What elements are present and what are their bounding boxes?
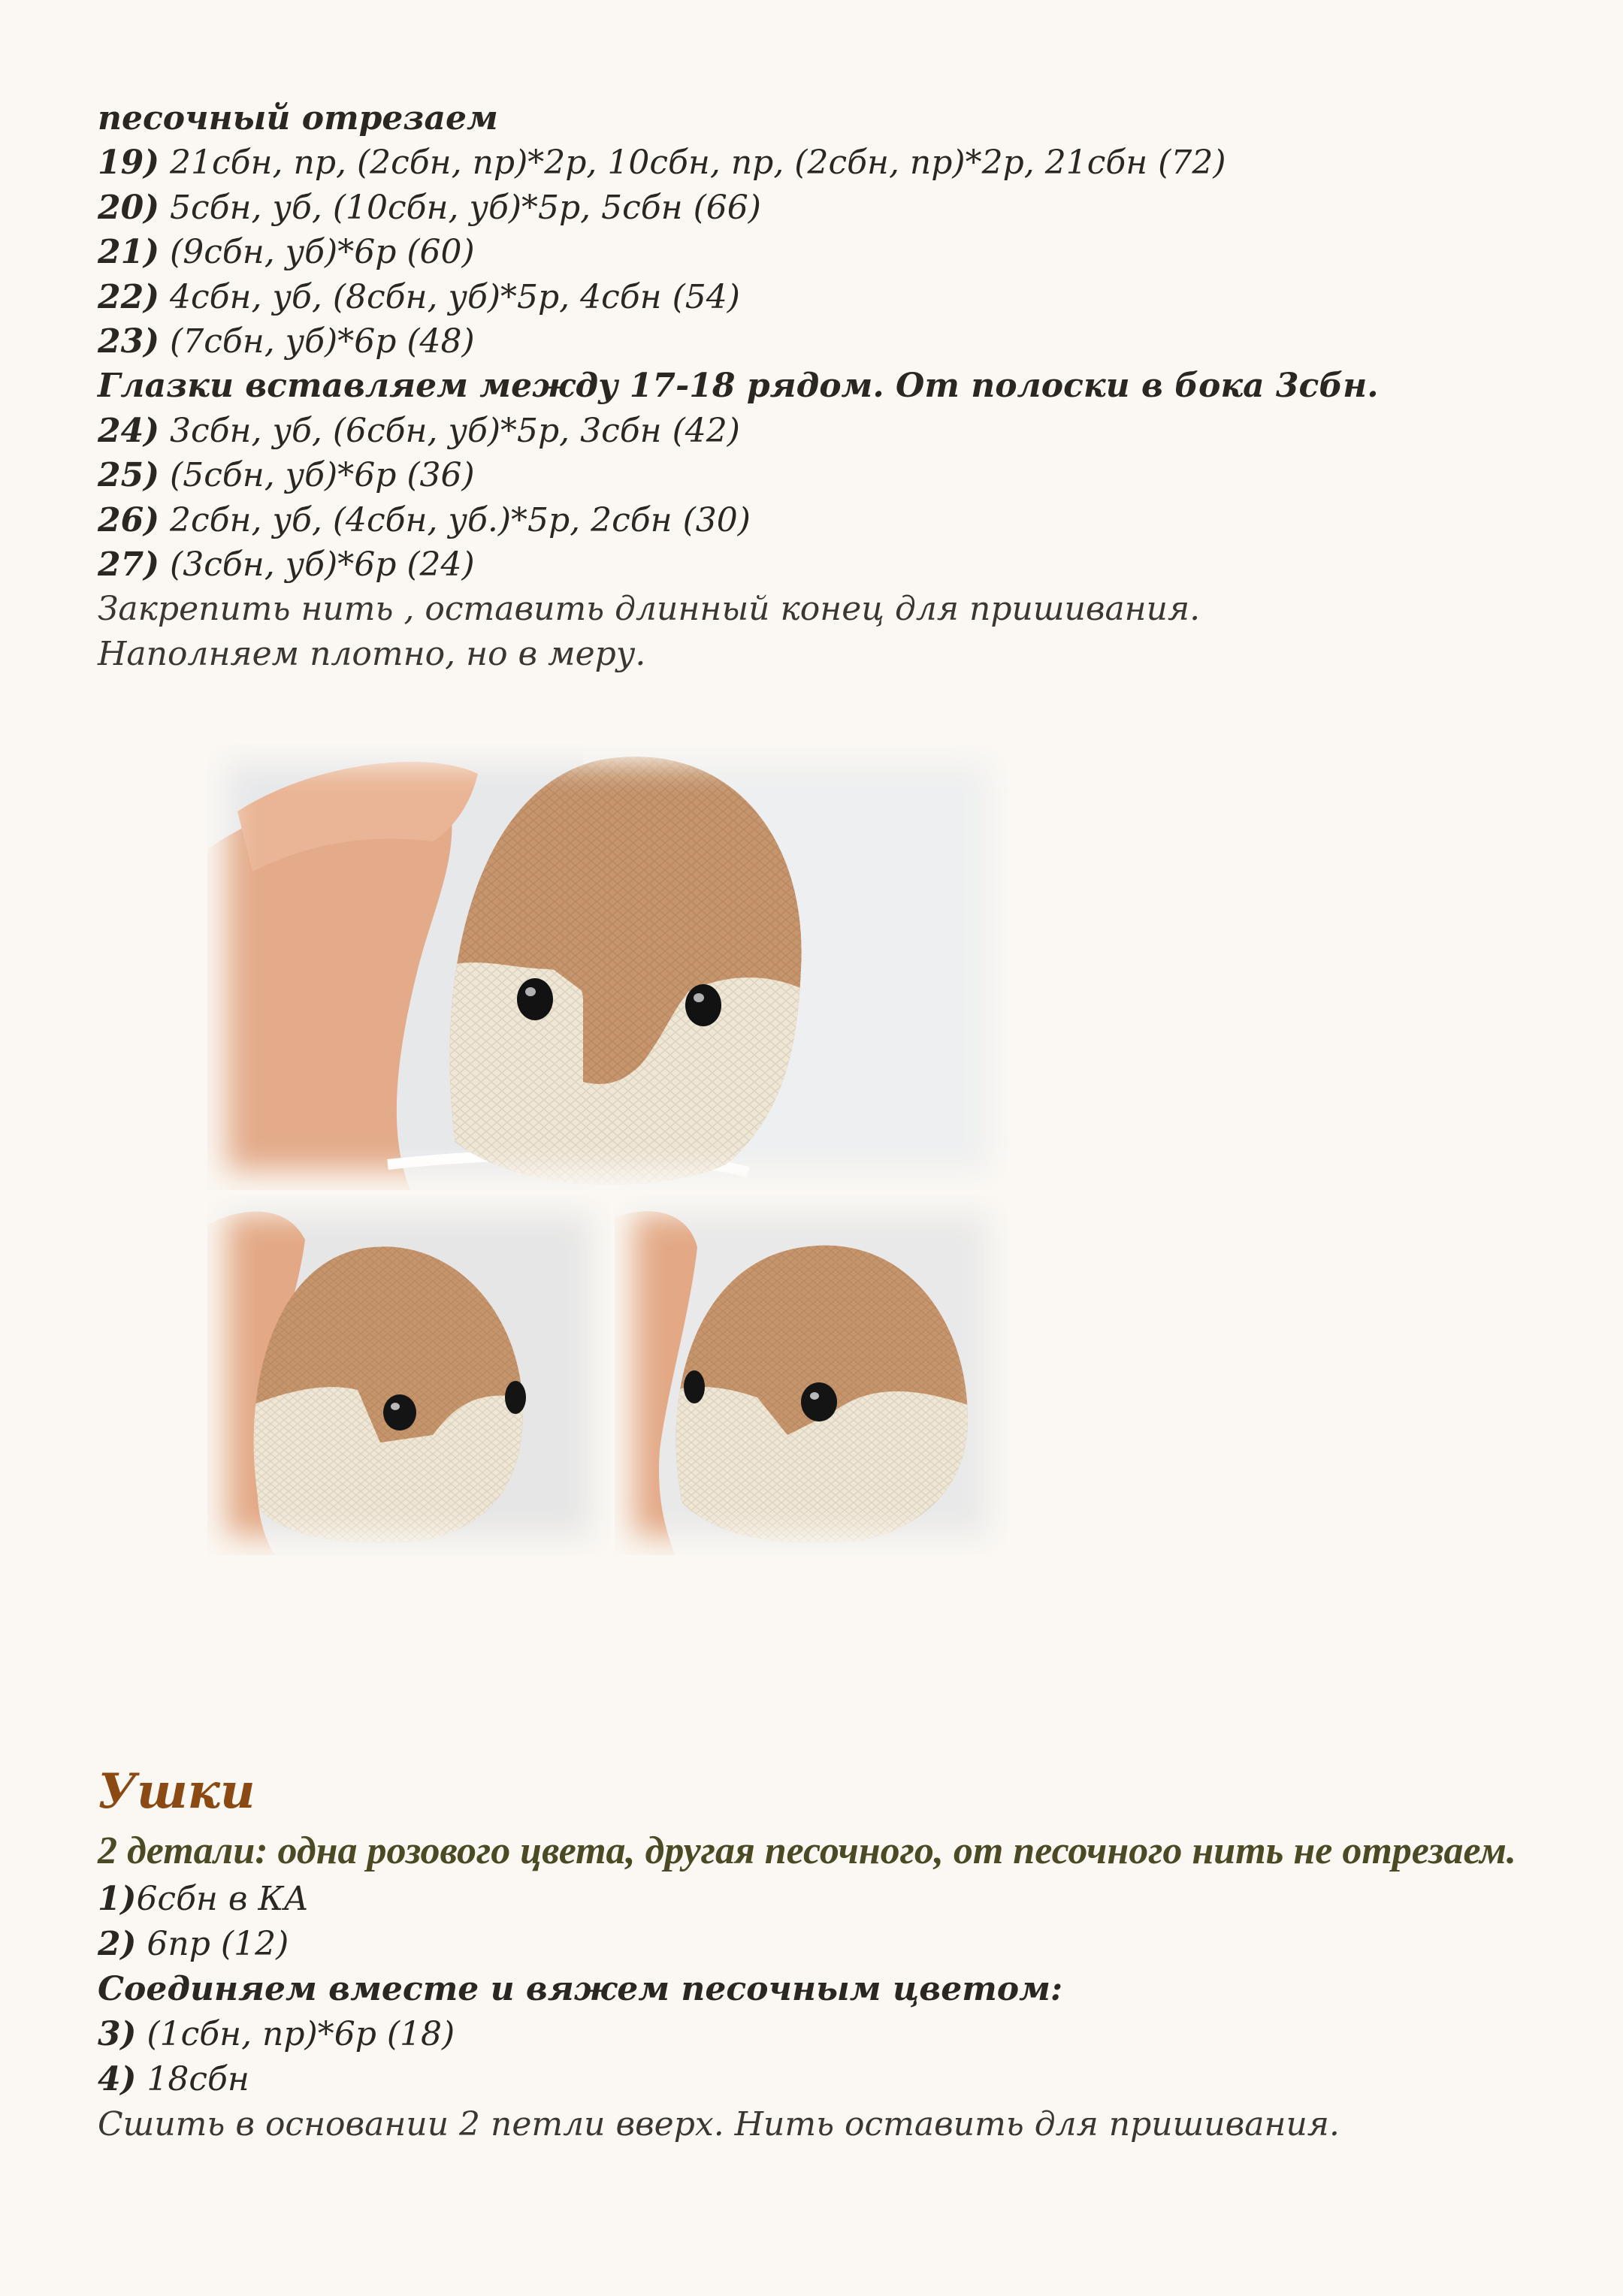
section-subtitle: 2 детали: одна розового цвета, другая песочного, от песочного нить не отрезаем. xyxy=(98,1829,1516,1872)
pattern-row xyxy=(98,275,1563,319)
row-number: 21) xyxy=(98,233,160,272)
head-photo-left xyxy=(207,1195,610,1555)
pattern-row xyxy=(98,498,1563,542)
photo-collage xyxy=(201,744,1028,1570)
row-text: (1сбн, пр)*6р (18) xyxy=(136,2015,455,2053)
pattern-row xyxy=(98,319,1563,364)
row-text: (7сбн, уб)*6р (48) xyxy=(159,322,475,361)
row-number: 1) xyxy=(98,1880,137,1918)
pattern-row xyxy=(98,542,1563,587)
pattern-row xyxy=(98,230,1563,274)
pattern-row xyxy=(98,1877,1563,1922)
row-number: 27) xyxy=(98,545,160,585)
row-number: 23) xyxy=(98,322,160,361)
row-number: 20) xyxy=(98,188,160,227)
row-text: 6сбн в КА xyxy=(136,1880,309,1918)
section-title: Ушки xyxy=(98,1763,255,1820)
finish-note: Сшить в основании 2 петли вверх. Нить оставить для пришивания. xyxy=(98,2105,1340,2143)
row-text: 4сбн, уб, (8сбн, уб)*5р, 4сбн (54) xyxy=(159,277,740,316)
row-text: (5сбн, уб)*6р (36) xyxy=(159,456,475,495)
row-intro: песочный отрезаем xyxy=(98,99,498,137)
ears-section xyxy=(98,1758,1563,2147)
head-photo-right xyxy=(615,1195,1007,1555)
row-text: (3сбн, уб)*6р (24) xyxy=(159,545,475,585)
pattern-row xyxy=(98,409,1563,453)
row-text: (9сбн, уб)*6р (60) xyxy=(159,233,475,272)
row-text: 5сбн, уб, (10сбн, уб)*5р, 5сбн (66) xyxy=(159,188,761,227)
row-number: 2) xyxy=(98,1925,137,1963)
row-number: 19) xyxy=(98,144,160,183)
pattern-row xyxy=(98,140,1563,185)
row-text: 18сбн xyxy=(136,2060,249,2098)
finish-note: Закрепить нить , оставить длинный конец для пришивания. xyxy=(98,590,1201,629)
row-number: 26) xyxy=(98,500,160,539)
row-number: 22) xyxy=(98,277,160,316)
head-photo-front xyxy=(207,744,1007,1190)
row-number: 25) xyxy=(98,456,160,495)
pattern-row xyxy=(98,2012,1563,2057)
pattern-rows-head xyxy=(98,96,1563,676)
join-note: Соединяем вместе и вяжем песочным цветом: xyxy=(98,1970,1063,2008)
stuffing-note: Наполняем плотно, но в меру. xyxy=(98,634,646,673)
row-number: 4) xyxy=(98,2060,137,2098)
row-number: 24) xyxy=(98,411,160,450)
eyes-note: Глазки вставляем между 17-18 рядом. От полоски в бока 3сбн. xyxy=(98,367,1379,406)
pattern-row xyxy=(98,186,1563,230)
row-text: 6пр (12) xyxy=(136,1925,289,1963)
pattern-row xyxy=(98,453,1563,497)
pattern-row xyxy=(98,1922,1563,1967)
row-text: 3сбн, уб, (6сбн, уб)*5р, 3сбн (42) xyxy=(159,411,740,450)
row-text: 2сбн, уб, (4сбн, уб.)*5р, 2сбн (30) xyxy=(159,500,751,539)
pattern-row xyxy=(98,2057,1563,2102)
row-text: 21сбн, пр, (2сбн, пр)*2р, 10сбн, пр, (2сбн, пр)*2р, 21сбн (72) xyxy=(159,144,1226,183)
row-number: 3) xyxy=(98,2015,137,2053)
